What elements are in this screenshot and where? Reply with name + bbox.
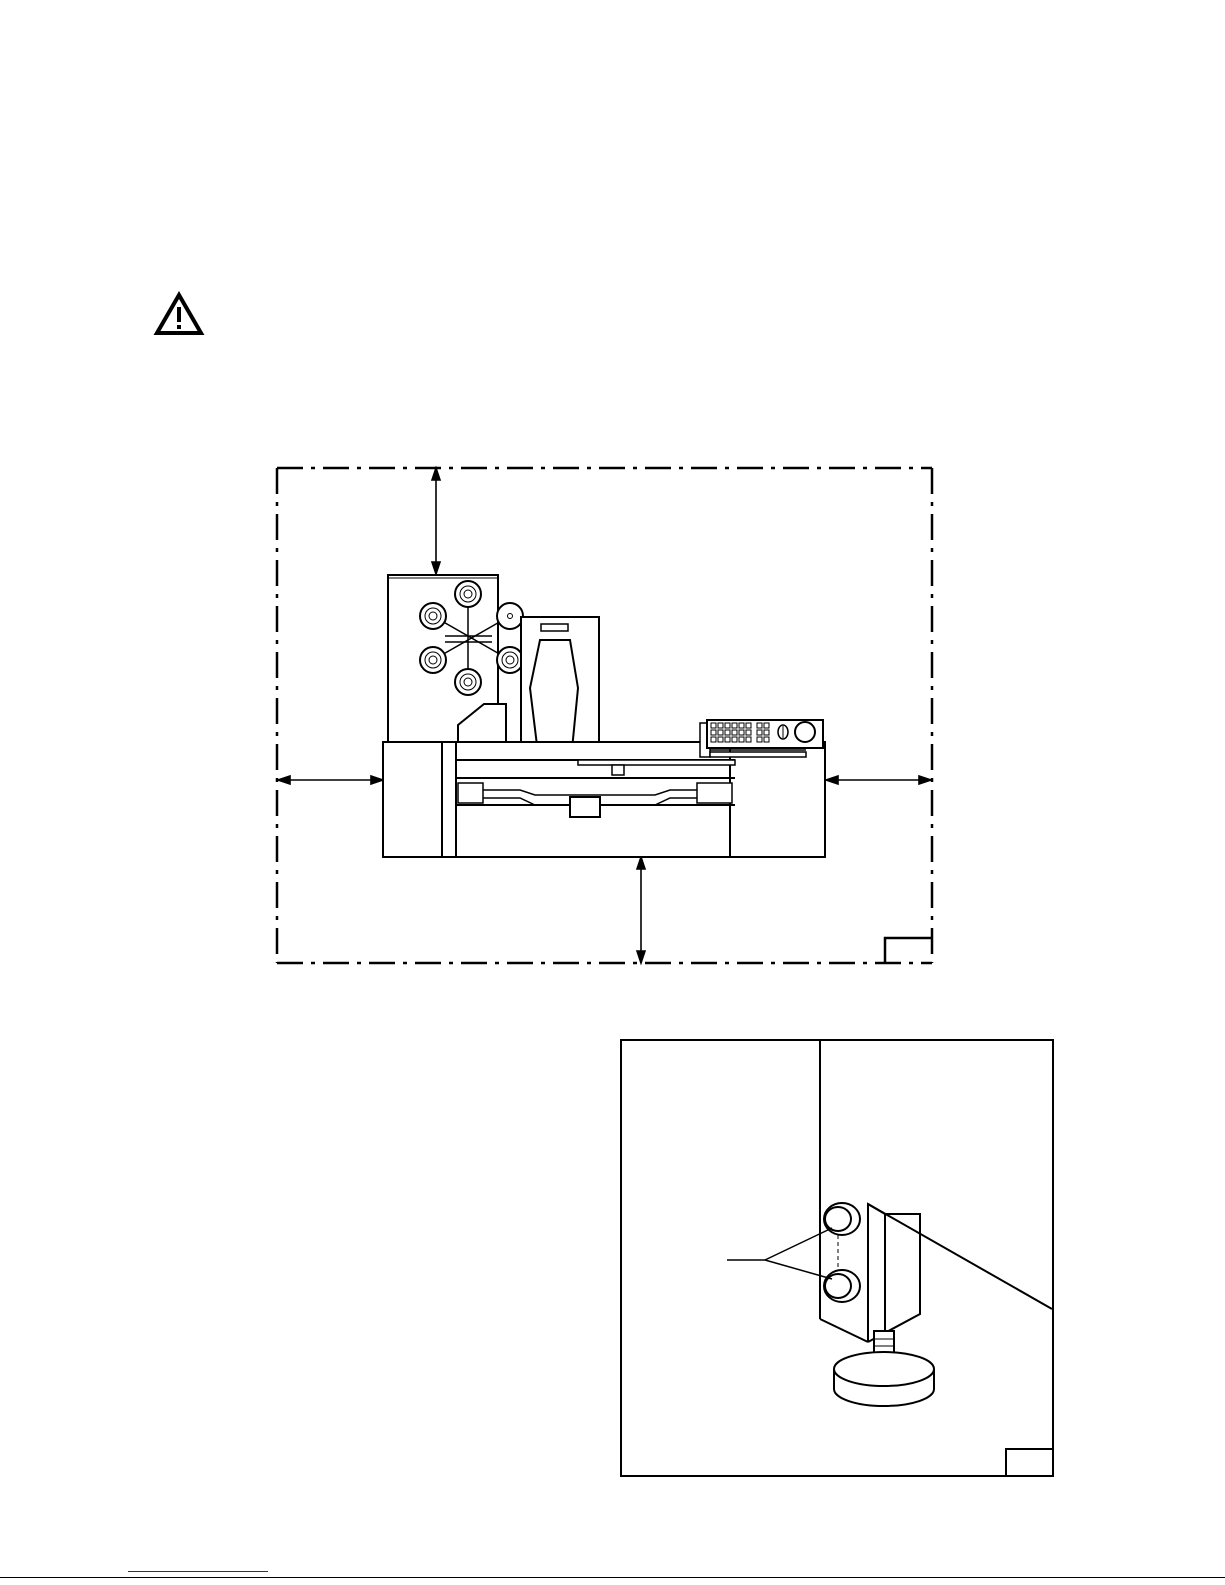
figure-corner-tab [885, 938, 932, 963]
machine-drawing [383, 575, 825, 857]
leveling-foot-figure [620, 1039, 1054, 1477]
clearance-arrows [278, 468, 931, 963]
keypad [711, 723, 769, 742]
footer-rule [0, 1577, 1225, 1578]
clearance-boundary [277, 468, 932, 963]
footer-link-underline[interactable] [128, 1571, 268, 1572]
